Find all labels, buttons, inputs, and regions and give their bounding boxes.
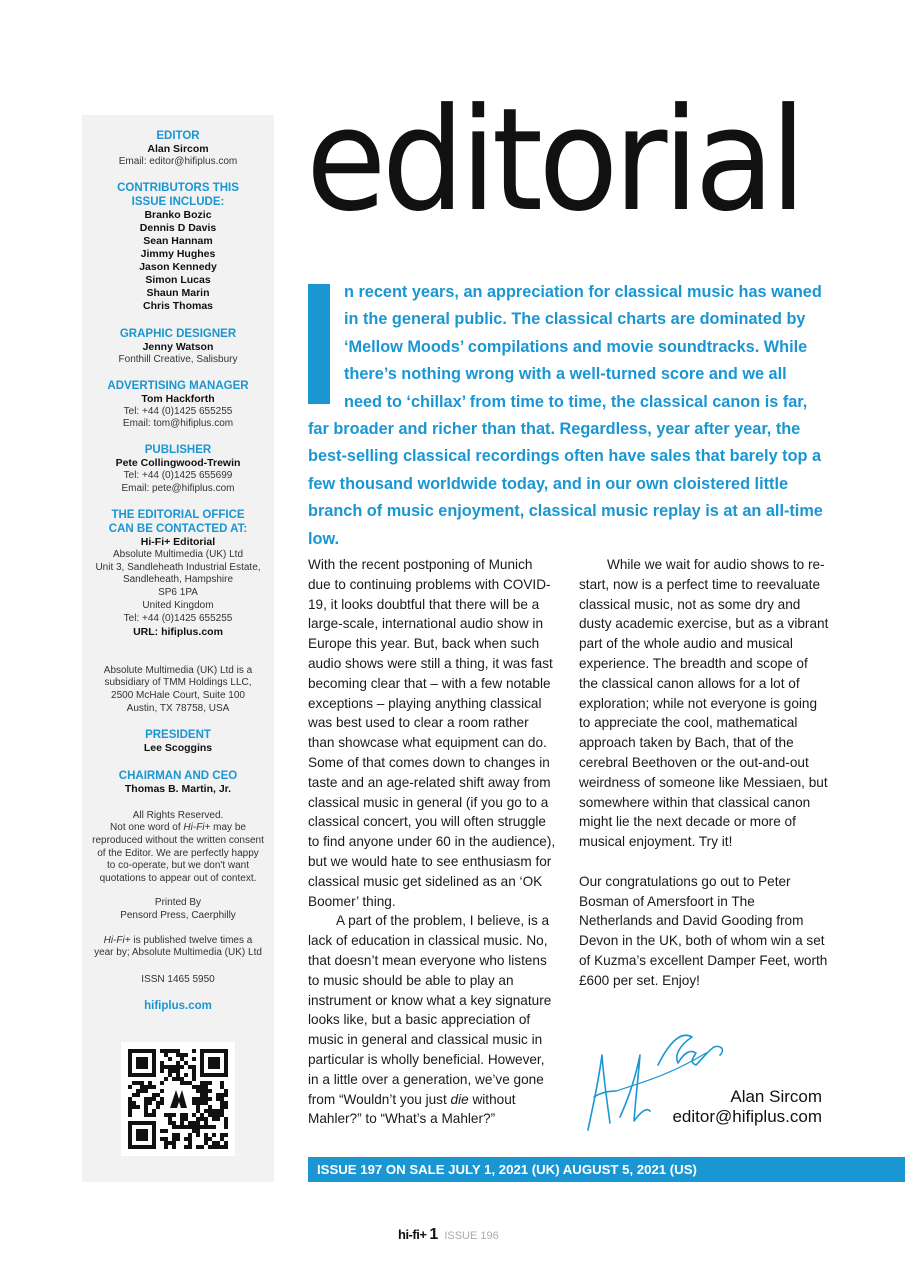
contributors-heading: CONTRIBUTORS THIS: [117, 181, 239, 194]
designer-company: Fonthill Creative, Salisbury: [118, 353, 238, 365]
editor-heading: EDITOR: [156, 130, 200, 142]
editor-email: Email: editor@hifiplus.com: [118, 156, 238, 167]
designer-name: Jenny Watson: [142, 340, 214, 353]
publication-line: [82, 935, 274, 948]
office-tel: Tel: +44 (0)1425 655255: [123, 612, 233, 624]
contributor-name: Chris Thomas: [142, 299, 213, 312]
magazine-logo: hi-fi+: [398, 1227, 427, 1242]
magazine-name: Hi-Fi+: [183, 822, 211, 834]
masthead-publisher: [82, 443, 274, 496]
qr-code-icon[interactable]: [121, 1042, 235, 1156]
contributor-name: Branko Bozic: [144, 208, 212, 221]
office-url: URL: hifiplus.com: [133, 625, 223, 638]
contributor-name: Dennis D Davis: [139, 221, 217, 234]
website-link[interactable]: hifiplus.com: [144, 1000, 212, 1013]
contributor-name: Jason Kennedy: [139, 260, 217, 273]
contributor-name: Jimmy Hughes: [140, 247, 216, 260]
page-number: 1: [429, 1226, 439, 1243]
president-heading: PRESIDENT: [145, 728, 211, 741]
publication-text: is published twelve times a: [130, 934, 253, 946]
masthead-subsidiary: [82, 665, 274, 716]
masthead-chairman: [82, 769, 274, 796]
office-address-line: Sandleheath, Hampshire: [122, 574, 234, 586]
contributor-name: Simon Lucas: [145, 273, 211, 286]
on-sale-banner: ISSUE 197 ON SALE JULY 1, 2021 (UK) AUGUST 5, 2021 (US): [308, 1157, 905, 1182]
signature-email[interactable]: editor@hifiplus.com: [672, 1107, 822, 1126]
subsidiary-line: subsidiary of TMM Holdings LLC,: [104, 677, 252, 689]
masthead-advertising: [82, 379, 274, 432]
masthead-contributors: [82, 181, 274, 313]
rights-line: All Rights Reserved.: [132, 809, 224, 821]
contributor-name: Shaun Marin: [146, 286, 210, 299]
rights-text: Not one word of: [110, 822, 184, 834]
office-heading-2: CAN BE CONTACTED AT:: [108, 522, 248, 535]
rights-line: quotations to appear out of context.: [99, 872, 257, 884]
qr-code-graphic: [121, 1042, 235, 1156]
publication-info: [82, 935, 274, 960]
body-paragraph: Our congratulations go out to Peter Bosman of Amersfoort in The Netherlands and David Gooding from Devon in the UK, both of whom win a set of Kuzma’s excellent Damper Feet, worth £600 per set. Enjoy!: [579, 873, 828, 988]
printer-info: [82, 897, 274, 922]
body-text: without Mahler?” to “What’s a Mahler?”: [308, 1091, 516, 1127]
advertising-tel: Tel: +44 (0)1425 655255: [123, 405, 233, 417]
chairman-name: Thomas B. Martin, Jr.: [124, 782, 232, 795]
rights-notice: [82, 810, 274, 886]
printer-name: Pensord Press, Caerphilly: [120, 909, 236, 921]
publisher-tel: Tel: +44 (0)1425 655699: [123, 470, 233, 482]
office-heading: THE EDITORIAL OFFICE: [111, 508, 245, 521]
issue-number: ISSUE 196: [444, 1230, 499, 1242]
advertising-name: Tom Hackforth: [141, 392, 215, 405]
office-name: Hi-Fi+ Editorial: [140, 535, 216, 548]
printed-by: Printed By: [154, 897, 202, 909]
subsidiary-line: 2500 McHale Court, Suite 100: [111, 690, 245, 702]
chairman-heading: CHAIRMAN AND CEO: [118, 769, 238, 782]
issn: ISSN 1465 5950: [141, 973, 215, 985]
rights-line: reproduced without the written consent: [92, 834, 264, 846]
body-text: A part of the problem, I believe, is a lack of education in classical music. No, that doesn’t mean everyone who listens to music should be able to play an instrument or know what a key signature looks like, but a basic appreciation of music in general and classical music in particular is wholly beneficial. However, in a little over a generation, we’ve gone from “Wouldn’t you just: [308, 913, 552, 1107]
office-address-line: Unit 3, Sandleheath Industrial Estate,: [95, 561, 261, 573]
designer-heading: GRAPHIC DESIGNER: [119, 327, 237, 340]
standfirst-text: n recent years, an appreciation for classical music has waned in the general public. The classical charts are dominated by ‘Mellow Moods’ compilations and movie soundtracks. While there’s nothing wrong with a well-turned score and we all need to ‘chillax’ from time to time, the classical canon is far, far broader and richer than that. Regardless, year after year, the best-selling classical recordings often have sales that barely top a few thousand worldwide today, and in our own cloistered little branch of music enjoyment, classical music replay is at an all-time low.: [308, 283, 823, 548]
page-folio: [398, 1226, 499, 1244]
office-address-line: United Kingdom: [142, 599, 214, 611]
advertising-heading: ADVERTISING MANAGER: [107, 379, 249, 392]
subsidiary-line: Absolute Multimedia (UK) Ltd is a: [103, 664, 253, 676]
magazine-name: Hi-Fi+: [103, 934, 131, 946]
drop-cap-bar: [308, 284, 330, 404]
publisher-email: Email: pete@hifiplus.com: [121, 482, 235, 494]
publisher-heading: PUBLISHER: [144, 444, 212, 457]
subsidiary-line: Austin, TX 78758, USA: [126, 702, 230, 714]
advertising-email: Email: tom@hifiplus.com: [122, 418, 234, 430]
masthead-office: [82, 508, 274, 639]
rights-line: [82, 822, 274, 835]
body-paragraph: With the recent postponing of Munich due to continuing problems with COVID-19, it looks doubtful that there will be a large-scale, international audio show in Europe this year. But, back when such audio shows were still a thing, it was fast becoming clear that – with a few notable exceptions – playing anything classical was best used to clear a room rather than showcase what equipment can do. Some of that comes down to changes in taste and an age-related shift away from classical music in general (if you go to a classical concert, you will often struggle to find anyone under 60 in the audience), but we would hate to see enthusiasm for classical music get sidelined as an ‘OK Boomer’ thing.: [308, 557, 556, 909]
masthead-sidebar: [82, 115, 274, 1182]
publication-line: year by; Absolute Multimedia (UK) Ltd: [94, 947, 262, 959]
signature-name: Alan Sircom: [730, 1087, 822, 1106]
body-emphasis: die: [450, 1091, 469, 1107]
page-title: editorial: [306, 78, 802, 243]
body-column-left: [308, 555, 556, 1129]
rights-line: to co-operate, but we don't want: [107, 860, 249, 872]
rights-line: of the Editor. We are perfectly happy: [97, 847, 259, 859]
standfirst: [308, 279, 828, 553]
editor-name: Alan Sircom: [147, 143, 209, 155]
rights-text: may be: [210, 822, 246, 834]
body-paragraph: [308, 911, 556, 1129]
president-name: Lee Scoggins: [143, 741, 213, 754]
body-column-right: [579, 555, 829, 991]
contributors-heading-2: ISSUE INCLUDE:: [131, 195, 225, 208]
publisher-name: Pete Collingwood-Trewin: [115, 457, 241, 470]
office-address-line: Absolute Multimedia (UK) Ltd: [112, 548, 244, 560]
masthead-designer: [82, 327, 274, 367]
body-paragraph: While we wait for audio shows to re-start, now is a perfect time to reevaluate classical music, not as some dry and dusty academic exercise, but as a vibrant part of the whole audio and musical experience. The breadth and scope of the classical canon allows for a lot of exploration; while not everyone is going to appreciate the cool, mathematical approach taken by Bach, that of the cerebral Beethoven or the out-and-out weirdness of someone like Messiaen, but somewhere within that classical canon might lie the next decade or more of musical enjoyment. Try it!: [579, 557, 829, 850]
masthead-president: [82, 728, 274, 755]
contributor-name: Sean Hannam: [143, 234, 213, 247]
masthead-editor: [82, 129, 274, 169]
office-address-line: SP6 1PA: [158, 587, 198, 599]
